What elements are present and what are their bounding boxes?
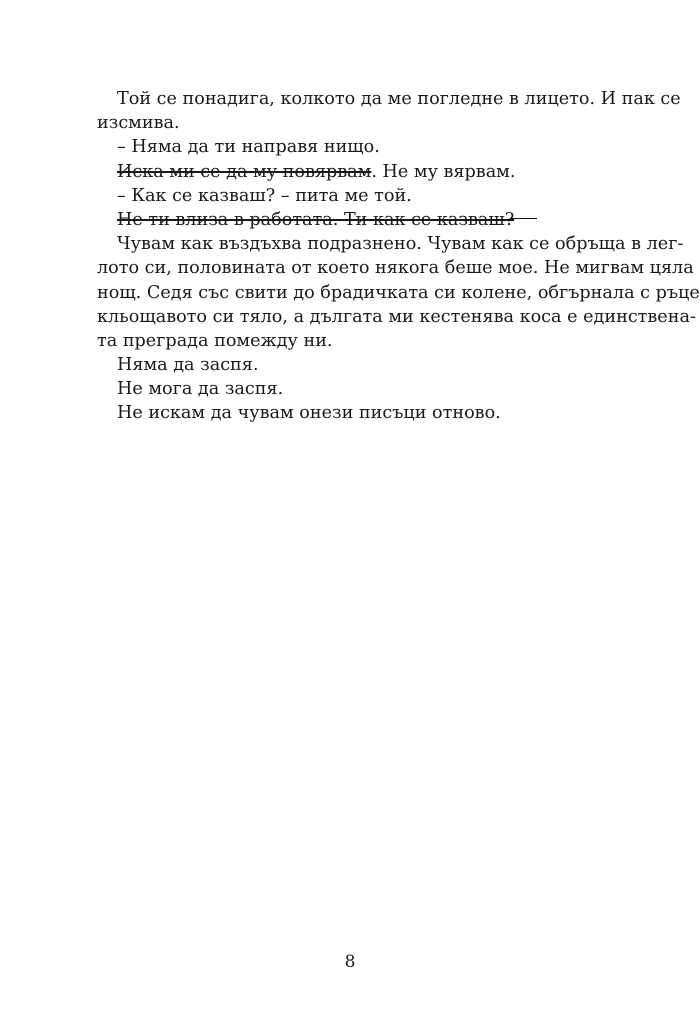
text-line bbox=[117, 232, 684, 256]
paragraph-line: . Не му вярвам. bbox=[371, 161, 516, 182]
paragraph-line: Не мога да заспя. bbox=[117, 379, 284, 400]
paragraph-line: нощ. Седя със свити до брадичката си колене, обгърнала с ръце bbox=[97, 282, 700, 303]
paragraph-line: Не искам да чувам онези писъци отново. bbox=[117, 403, 501, 424]
text-line bbox=[117, 401, 593, 425]
text-line bbox=[117, 135, 593, 159]
dialogue-line: – Няма да ти направя нищо. bbox=[117, 137, 380, 158]
body-text bbox=[97, 87, 700, 426]
text-line bbox=[117, 208, 593, 232]
paragraph-line: изсмива. bbox=[97, 113, 180, 134]
strike-line-extension bbox=[511, 218, 537, 219]
text-line bbox=[97, 256, 694, 280]
text-line bbox=[97, 281, 700, 305]
struck-through-text: Не ти влиза в работата. Ти как се казваш? bbox=[117, 209, 515, 230]
text-line bbox=[117, 377, 593, 401]
text-line bbox=[97, 329, 593, 353]
paragraph-line: кльощавото си тяло, а дългата ми кестенява коса е единствена- bbox=[97, 306, 696, 327]
text-line bbox=[117, 160, 593, 184]
paragraph-line: лото си, половината от което някога беше мое. Не мигвам цяла bbox=[97, 258, 694, 279]
paragraph-line: Той се понадига, колкото да ме погледне в лицето. И пак се bbox=[117, 89, 681, 109]
paragraph-line: Няма да заспя. bbox=[117, 355, 259, 376]
text-line bbox=[117, 353, 593, 377]
text-line bbox=[97, 111, 593, 135]
struck-through-text: Иска ми се да му повярвам bbox=[117, 161, 372, 182]
text-line bbox=[97, 305, 696, 329]
text-line bbox=[117, 87, 681, 111]
page-number: 8 bbox=[344, 952, 356, 972]
paragraph-line: Чувам как въздъхва подразнено. Чувам как се обръща в лег- bbox=[117, 234, 684, 255]
paragraph-line: та преграда помежду ни. bbox=[97, 330, 333, 351]
dialogue-line: – Как се казваш? – пита ме той. bbox=[117, 185, 412, 206]
text-line bbox=[117, 184, 593, 208]
